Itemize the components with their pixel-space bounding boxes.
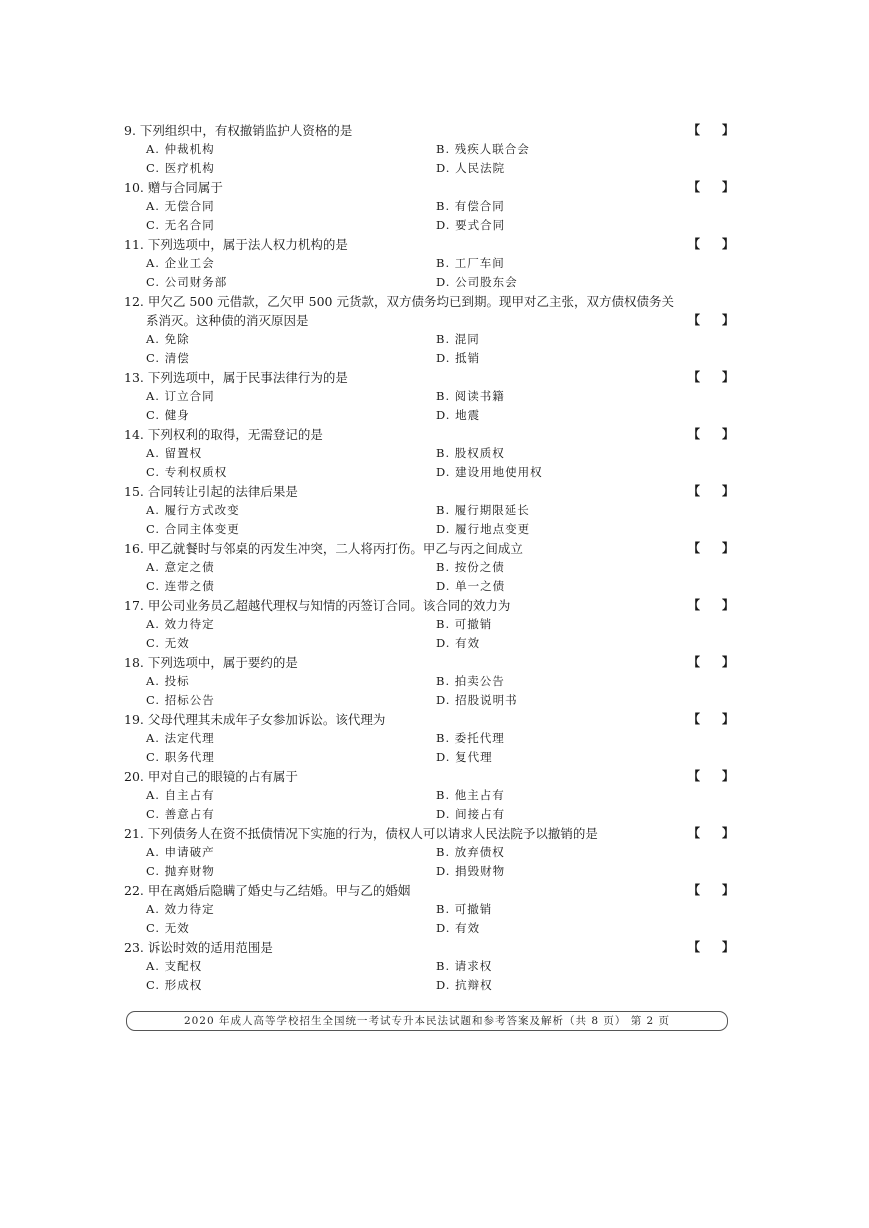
answer-bracket (688, 938, 734, 957)
option-c: C. 专利权质权 (146, 465, 228, 479)
question (124, 767, 734, 824)
option-row (124, 197, 734, 216)
question-list (124, 121, 734, 995)
option-b: B. 可撤销 (436, 617, 493, 631)
option-row (124, 976, 734, 995)
option-b: B. 履行期限延长 (436, 503, 530, 517)
option-b: B. 请求权 (436, 959, 493, 973)
bracket-close: 】 (721, 370, 734, 384)
option-b: B. 拍卖公告 (436, 674, 505, 688)
option-b: B. 委托代理 (436, 731, 505, 745)
bracket-close: 】 (721, 237, 734, 251)
option-row (124, 444, 734, 463)
option-row (124, 501, 734, 520)
question (124, 881, 734, 938)
option-row (124, 463, 734, 482)
option-c: C. 公司财务部 (146, 275, 228, 289)
answer-bracket (688, 824, 734, 843)
question-stem (124, 938, 734, 957)
option-b: B. 可撤销 (436, 902, 493, 916)
question (124, 482, 734, 539)
option-row (124, 729, 734, 748)
option-a: A. 效力待定 (146, 902, 215, 916)
answer-bracket (688, 311, 734, 330)
question-stem-text: 14. 下列权利的取得，无需登记的是 (124, 427, 323, 442)
option-b: B. 阅读书籍 (436, 389, 505, 403)
option-a: A. 免除 (146, 332, 190, 346)
option-row (124, 672, 734, 691)
question-stem-text: 22. 甲在离婚后隐瞒了婚史与乙结婚。甲与乙的婚姻 (124, 883, 411, 898)
answer-bracket (688, 596, 734, 615)
question-stem (124, 425, 734, 444)
question-stem-text: 16. 甲乙就餐时与邻桌的丙发生冲突，二人将丙打伤。甲乙与丙之间成立 (124, 541, 523, 556)
option-a: A. 申请破产 (146, 845, 215, 859)
answer-bracket (688, 121, 734, 140)
option-d: D. 捐毁财物 (436, 864, 506, 878)
page-footer: 2020 年成人高等学校招生全国统一考试专升本民法试题和参考答案及解析（共 8 页） 第 2 页 (126, 1011, 728, 1031)
option-a: A. 意定之债 (146, 560, 215, 574)
bracket-close: 】 (721, 826, 734, 840)
option-d: D. 履行地点变更 (436, 522, 531, 536)
bracket-close: 】 (721, 180, 734, 194)
question (124, 178, 734, 235)
option-c: C. 无效 (146, 921, 190, 935)
question (124, 121, 734, 178)
option-row (124, 577, 734, 596)
option-d: D. 复代理 (436, 750, 493, 764)
option-b: B. 放弃债权 (436, 845, 505, 859)
option-row (124, 634, 734, 653)
option-a: A. 留置权 (146, 446, 203, 460)
bracket-close: 】 (721, 123, 734, 137)
bracket-close: 】 (721, 427, 734, 441)
option-c: C. 清偿 (146, 351, 190, 365)
question-stem (124, 767, 734, 786)
option-b: B. 有偿合同 (436, 199, 505, 213)
bracket-open: 【 (688, 598, 701, 612)
question-stem (124, 235, 734, 254)
option-row (124, 843, 734, 862)
answer-bracket (688, 235, 734, 254)
option-d: D. 公司股东会 (436, 275, 518, 289)
bracket-open: 【 (688, 541, 701, 555)
bracket-close: 】 (721, 598, 734, 612)
bracket-open: 【 (688, 940, 701, 954)
option-row (124, 273, 734, 292)
bracket-close: 】 (721, 655, 734, 669)
bracket-open: 【 (688, 237, 701, 251)
option-d: D. 单一之债 (436, 579, 506, 593)
option-row (124, 520, 734, 539)
option-b: B. 股权质权 (436, 446, 505, 460)
answer-bracket (688, 881, 734, 900)
option-d: D. 抗辩权 (436, 978, 493, 992)
option-c: C. 职务代理 (146, 750, 215, 764)
question-stem-text: 系消灭。这种债的消灭原因是 (146, 313, 309, 328)
question-stem-text: 19. 父母代理其未成年子女参加诉讼。该代理为 (124, 712, 386, 727)
answer-bracket (688, 653, 734, 672)
bracket-close: 】 (721, 484, 734, 498)
question (124, 710, 734, 767)
option-c: C. 抛弃财物 (146, 864, 215, 878)
option-c: C. 无名合同 (146, 218, 215, 232)
option-b: B. 按份之债 (436, 560, 505, 574)
option-a: A. 效力待定 (146, 617, 215, 631)
question-stem-text: 9. 下列组织中，有权撤销监护人资格的是 (124, 123, 353, 138)
option-row (124, 786, 734, 805)
option-c: C. 连带之债 (146, 579, 215, 593)
bracket-close: 】 (721, 883, 734, 897)
option-a: A. 企业工会 (146, 256, 215, 270)
bracket-open: 【 (688, 883, 701, 897)
option-d: D. 有效 (436, 921, 481, 935)
answer-bracket (688, 425, 734, 444)
option-row (124, 558, 734, 577)
bracket-open: 【 (688, 655, 701, 669)
option-b: B. 他主占有 (436, 788, 505, 802)
option-c: C. 善意占有 (146, 807, 215, 821)
question-stem-text: 18. 下列选项中，属于要约的是 (124, 655, 298, 670)
option-c: C. 合同主体变更 (146, 522, 240, 536)
question-stem (124, 710, 734, 729)
option-a: A. 自主占有 (146, 788, 215, 802)
option-d: D. 地震 (436, 408, 481, 422)
bracket-open: 【 (688, 427, 701, 441)
answer-bracket (688, 710, 734, 729)
option-d: D. 建设用地使用权 (436, 465, 543, 479)
option-d: D. 人民法院 (436, 161, 506, 175)
question-stem-continued (124, 311, 734, 330)
option-a: A. 履行方式改变 (146, 503, 240, 517)
question-stem (124, 596, 734, 615)
question-stem (124, 292, 734, 311)
question (124, 539, 734, 596)
question-stem (124, 653, 734, 672)
question (124, 368, 734, 425)
option-row (124, 140, 734, 159)
option-row (124, 349, 734, 368)
option-c: C. 健身 (146, 408, 190, 422)
question-stem (124, 121, 734, 140)
question-stem (124, 824, 734, 843)
question-stem (124, 881, 734, 900)
option-row (124, 862, 734, 881)
option-d: D. 抵销 (436, 351, 481, 365)
option-row (124, 691, 734, 710)
option-row (124, 805, 734, 824)
option-a: A. 投标 (146, 674, 190, 688)
option-d: D. 有效 (436, 636, 481, 650)
answer-bracket (688, 368, 734, 387)
bracket-close: 】 (721, 769, 734, 783)
option-d: D. 要式合同 (436, 218, 506, 232)
bracket-open: 【 (688, 712, 701, 726)
bracket-open: 【 (688, 123, 701, 137)
option-row (124, 919, 734, 938)
bracket-open: 【 (688, 826, 701, 840)
option-c: C. 医疗机构 (146, 161, 215, 175)
bracket-open: 【 (688, 180, 701, 194)
question-stem-text: 13. 下列选项中，属于民事法律行为的是 (124, 370, 348, 385)
bracket-open: 【 (688, 484, 701, 498)
bracket-open: 【 (688, 769, 701, 783)
option-row (124, 900, 734, 919)
bracket-close: 】 (721, 712, 734, 726)
bracket-open: 【 (688, 313, 701, 327)
question (124, 824, 734, 881)
option-row (124, 330, 734, 349)
option-b: B. 混同 (436, 332, 480, 346)
question (124, 235, 734, 292)
bracket-open: 【 (688, 370, 701, 384)
question-stem-text: 23. 诉讼时效的适用范围是 (124, 940, 273, 955)
option-a: A. 无偿合同 (146, 199, 215, 213)
question-stem-text: 21. 下列债务人在资不抵债情况下实施的行为，债权人可以请求人民法院予以撤销的是 (124, 826, 598, 841)
question-stem-text: 20. 甲对自己的眼镜的占有属于 (124, 769, 298, 784)
option-c: C. 形成权 (146, 978, 203, 992)
question-stem-text: 11. 下列选项中，属于法人权力机构的是 (124, 237, 348, 252)
option-b: B. 残疾人联合会 (436, 142, 530, 156)
option-a: A. 法定代理 (146, 731, 215, 745)
question (124, 596, 734, 653)
bracket-close: 】 (721, 940, 734, 954)
option-b: B. 工厂车间 (436, 256, 505, 270)
question-stem (124, 368, 734, 387)
option-c: C. 无效 (146, 636, 190, 650)
option-row (124, 406, 734, 425)
option-row (124, 615, 734, 634)
answer-bracket (688, 767, 734, 786)
option-row (124, 748, 734, 767)
question (124, 292, 734, 368)
question-stem-text: 17. 甲公司业务员乙超越代理权与知情的丙签订合同。该合同的效力为 (124, 598, 511, 613)
question-stem (124, 178, 734, 197)
question (124, 425, 734, 482)
option-d: D. 间接占有 (436, 807, 506, 821)
option-row (124, 216, 734, 235)
option-a: A. 仲裁机构 (146, 142, 215, 156)
option-d: D. 招股说明书 (436, 693, 518, 707)
question-stem (124, 539, 734, 558)
option-c: C. 招标公告 (146, 693, 215, 707)
option-a: A. 订立合同 (146, 389, 215, 403)
option-row (124, 387, 734, 406)
answer-bracket (688, 482, 734, 501)
option-row (124, 159, 734, 178)
question-stem-text: 10. 赠与合同属于 (124, 180, 223, 195)
answer-bracket (688, 539, 734, 558)
question (124, 653, 734, 710)
question (124, 938, 734, 995)
question-stem-text: 12. 甲欠乙 500 元借款，乙欠甲 500 元货款，双方债务均已到期。现甲对乙主张，双方债权债务关 (124, 294, 674, 309)
question-stem (124, 482, 734, 501)
answer-bracket (688, 178, 734, 197)
question-stem-text: 15. 合同转让引起的法律后果是 (124, 484, 298, 499)
bracket-close: 】 (721, 313, 734, 327)
bracket-close: 】 (721, 541, 734, 555)
option-row (124, 957, 734, 976)
option-a: A. 支配权 (146, 959, 203, 973)
option-row (124, 254, 734, 273)
